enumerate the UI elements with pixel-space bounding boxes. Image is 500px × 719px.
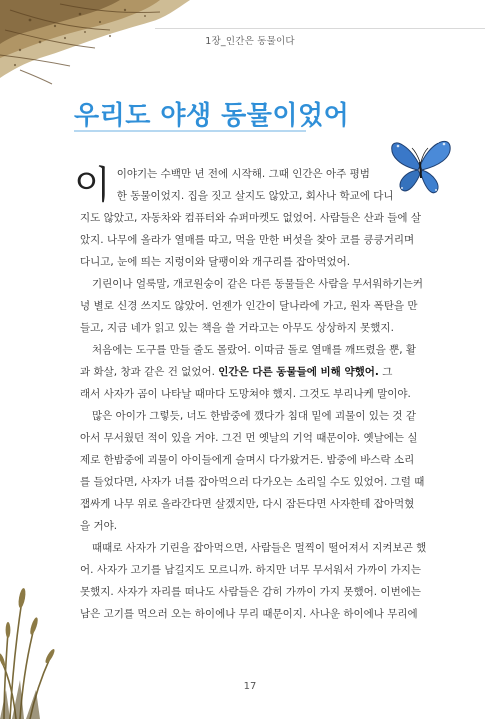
emphasized-sentence: 인간은 다른 동물들에 비해 약했어.: [218, 366, 379, 378]
text-line: 녕 별로 신경 쓰지도 않았어. 언젠가 인간이 달나라에 가고, 원자 폭탄을 만: [80, 300, 418, 312]
body-text: [74, 163, 440, 625]
text-line: 남은 고기를 먹으러 오는 하이에나 무리 때문이지. 사나운 하이에나 무리에: [80, 608, 418, 620]
text-line: 래서 사자가 곰이 나타날 때마다 도망쳐야 했지. 그것도 부리나케 말이야.: [80, 388, 411, 400]
paragraph-2: [80, 273, 440, 339]
paragraph-5: [80, 537, 440, 625]
paragraph-1: [74, 163, 440, 273]
header-rule: [155, 28, 485, 29]
text-line: 이야기는 수백만 년 전에 시작해. 그때 인간은 아주 평범: [116, 168, 370, 180]
text-line: 아서 무서웠던 적이 있을 거야. 그건 먼 옛날의 기억 때문이야. 옛날에는 실: [80, 432, 418, 444]
text-line: 과 화살, 창과 같은 건 없었어.: [80, 366, 219, 378]
text-line: 다니고, 눈에 띄는 지렁이와 달팽이와 개구리를 잡아먹었어.: [80, 256, 351, 268]
text-line: 를 들었다면, 사자가 너를 잡아먹으러 다가오는 소리일 수도 있었어. 그럴 때: [80, 476, 425, 488]
grass-illustration: [0, 540, 80, 719]
text-line: 제로 한밤중에 괴물이 아이들에게 슬며시 다가왔거든. 밤중에 바스락 소리: [80, 454, 415, 466]
text-line: 못했지. 사자가 자리를 떠나도 사람들은 감히 가까이 가지 못했어. 이번에는: [80, 586, 422, 598]
text-line: 잽싸게 나무 위로 올라간다면 살겠지만, 다시 잠든다면 사자한테 잡아먹혔: [80, 498, 415, 510]
page-number: 17: [243, 681, 257, 692]
text-line: 때때로 사자가 기린을 잡아먹으면, 사람들은 멀찍이 떨어져서 지켜보곤 했: [92, 542, 427, 554]
title-underline: [74, 130, 306, 132]
text-line: 많은 아이가 그렇듯, 너도 한밤중에 깼다가 침대 밑에 괴물이 있는 것 같: [92, 410, 417, 422]
text-line: 그: [378, 366, 393, 378]
drop-cap: 이: [74, 163, 111, 207]
text-line: 어. 사자가 고기를 남길지도 모르니까. 하지만 너무 무서워서 가까이 가지는: [80, 564, 422, 576]
tree-branch-illustration: [0, 0, 200, 95]
paragraph-3: [80, 339, 440, 405]
text-line: 았지. 나무에 올라가 열매를 따고, 먹을 만한 버섯을 찾아 코를 킁킁거리며: [80, 234, 415, 246]
paragraph-4: [80, 405, 440, 537]
text-line: 들고, 지금 네가 읽고 있는 책을 쓸 거라고는 아무도 상상하지 못했지.: [80, 322, 394, 334]
text-line: 을 거야.: [80, 520, 118, 532]
text-line: 지도 않았고, 자동차와 컴퓨터와 슈퍼마켓도 없었어. 사람들은 산과 들에 살: [80, 212, 422, 224]
text-line: 기린이나 얼룩말, 개코원숭이 같은 다른 동물들은 사람을 무서워하기는커: [92, 278, 423, 290]
text-line: 처음에는 도구를 만들 줄도 몰랐어. 이따금 돌로 열매를 깨뜨렸을 뿐, 활: [92, 344, 417, 356]
chapter-section-title: 우리도 야생 동물이었어: [74, 101, 350, 131]
text-line: 한 동물이었지. 집을 짓고 살지도 않았고, 회사나 학교에 다니: [116, 190, 394, 202]
running-header: 1장_인간은 동물이다: [205, 36, 295, 47]
